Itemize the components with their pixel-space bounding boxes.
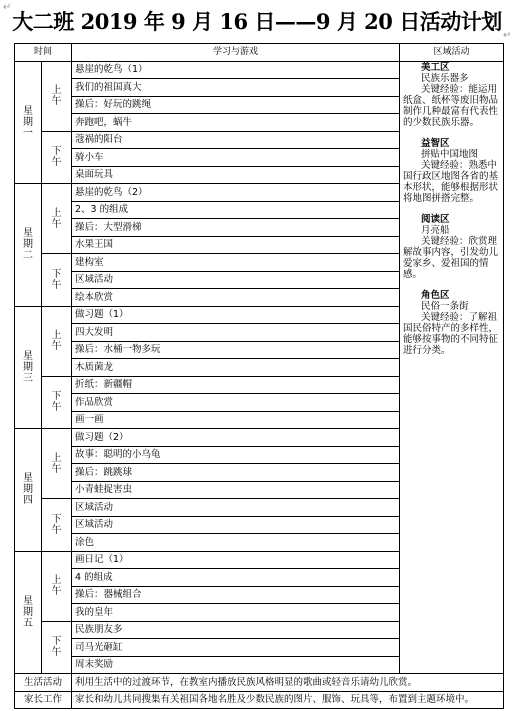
activity-cell — [72, 219, 400, 237]
part-label-text: 下 午 — [51, 146, 62, 169]
parent-work-label — [15, 691, 72, 709]
activity-text: 水果王国 — [75, 239, 114, 251]
activity-cell — [72, 79, 400, 97]
activity-cell — [72, 639, 400, 657]
life-activity-text-cell — [72, 674, 504, 692]
part-label-text: 上 午 — [51, 85, 62, 107]
activity-cell — [72, 376, 400, 394]
area-key-experience: 关键经验：能运用纸盒、纸杯等废旧物品制作几种最富有代表性的少数民族乐器。 — [403, 83, 499, 128]
day-label-text: 星 期 一 — [23, 105, 33, 139]
life-activity-label-text: 生活活动 — [24, 676, 63, 688]
activity-text: 木质菌龙 — [75, 361, 114, 373]
activity-text: 操后：水桶一物多玩 — [75, 344, 161, 356]
activity-text: 涂色 — [75, 536, 95, 548]
activity-cell — [72, 534, 400, 552]
activity-cell — [72, 411, 400, 429]
activity-cell — [72, 96, 400, 114]
activity-cell — [72, 114, 400, 132]
part-label-text: 上 午 — [51, 207, 62, 230]
activity-text: 民族朋友多 — [75, 624, 123, 636]
afternoon-label — [42, 131, 72, 184]
crop-mark-top-right: ↵ — [503, 30, 512, 41]
part-label-text: 下 午 — [51, 513, 62, 536]
parent-work-label-text: 家长工作 — [24, 694, 63, 706]
area-activity: 月亮船 — [421, 224, 450, 236]
activity-text: 骑小车 — [75, 151, 104, 163]
activity-cell — [72, 604, 400, 622]
area-key-experience: 关键经验：了解祖国民俗特产的多样性，能够按事物的不同特征进行分类。 — [403, 311, 499, 356]
header-row — [15, 44, 504, 62]
part-label-text: 上 午 — [51, 330, 62, 352]
area-activity: 民俗一条街 — [421, 300, 469, 312]
activity-text: 奔跑吧，蜗牛 — [75, 116, 133, 128]
area-key-experience: 关键经验：欣赏理解故事内容，引发幼儿爱家乡、爱祖国的情感。 — [403, 235, 499, 280]
life-activity-row — [15, 674, 504, 692]
activity-cell — [72, 236, 400, 254]
activity-cell — [72, 394, 400, 412]
parent-work-text: 家长和幼儿共同搜集有关祖国各地名胜及少数民族的图片、服饰、玩具等，布置到主题环境中。 — [75, 694, 475, 706]
activity-text: 建构室 — [75, 256, 104, 268]
part-label-text: 上 午 — [51, 452, 62, 475]
activity-plan-table — [14, 43, 504, 709]
activity-text: 画日记（1） — [75, 554, 129, 566]
activity-cell — [72, 446, 400, 464]
activity-cell — [72, 481, 400, 499]
activity-cell — [72, 306, 400, 324]
morning-label — [42, 551, 72, 621]
activity-cell — [72, 149, 400, 167]
activity-cell — [72, 569, 400, 587]
activity-text: 故事：聪明的小乌龟 — [75, 449, 161, 461]
area-name: 美工区 — [421, 61, 450, 73]
activity-text: 作品欣赏 — [75, 396, 114, 408]
part-label-text: 上 午 — [51, 575, 62, 597]
parent-work-text-cell — [72, 691, 504, 709]
activity-cell — [72, 516, 400, 534]
activity-cell — [72, 271, 400, 289]
activity-text: 操后：好玩的跳绳 — [75, 99, 152, 111]
activity-text: 操后：大型滑梯 — [75, 221, 142, 233]
part-label-text: 下 午 — [51, 636, 62, 659]
activity-text: 悬崖的乾鸟（2） — [75, 186, 148, 198]
activity-text: 区域活动 — [75, 501, 114, 513]
activity-text: 绘本欣赏 — [75, 291, 114, 303]
day-label-text: 星 期 三 — [23, 350, 33, 384]
day-label — [15, 429, 42, 552]
activity-text: 区域活动 — [75, 519, 114, 531]
activity-cell — [72, 289, 400, 307]
day-label-text: 星 期 五 — [23, 595, 33, 629]
area-block — [403, 62, 500, 128]
afternoon-label — [42, 376, 72, 429]
day-label-text: 星 期 四 — [23, 473, 33, 507]
activity-cell — [72, 131, 400, 149]
activity-cell — [72, 201, 400, 219]
activity-cell — [72, 656, 400, 674]
header-time: 时间 — [15, 44, 72, 62]
activity-text: 做习题（1） — [75, 309, 129, 321]
area-block — [403, 138, 500, 204]
activity-text: 四大发明 — [75, 326, 114, 338]
life-activity-text: 利用生活中的过渡环节，在教室内播放民族风格明显的歌曲或轻音乐请幼儿欣赏。 — [75, 676, 418, 688]
activity-cell — [72, 61, 400, 79]
area-activities-cell — [400, 61, 504, 674]
activity-cell — [72, 464, 400, 482]
afternoon-label — [42, 499, 72, 552]
day-label-text: 星 期 二 — [23, 228, 33, 262]
activity-text: 我们的祖国真大 — [75, 81, 142, 93]
activity-cell — [72, 184, 400, 202]
part-label-text: 下 午 — [51, 268, 62, 291]
area-activity: 民族乐器多 — [421, 72, 469, 84]
day-label — [15, 184, 42, 307]
crop-mark-top-left: ↵ — [3, 2, 12, 13]
area-name: 角色区 — [421, 289, 450, 301]
activity-text: 悬崖的乾鸟（1） — [75, 64, 148, 76]
activity-text: 小青蛙捉害虫 — [75, 484, 133, 496]
activity-text: 画一画 — [75, 414, 104, 426]
activity-text: 操后：器械组合 — [75, 589, 142, 601]
area-key-experience: 关键经验：熟悉中国行政区地图各省的基本形状，能够根据形状将地图拼搭完整。 — [403, 159, 499, 204]
activity-text: 周末奖励 — [75, 659, 114, 671]
activity-text: 区域活动 — [75, 274, 114, 286]
morning-label — [42, 61, 72, 131]
area-name: 阅读区 — [421, 213, 450, 225]
life-activity-label — [15, 674, 72, 692]
activity-cell — [72, 551, 400, 569]
activity-cell — [72, 621, 400, 639]
part-label-text: 下 午 — [51, 391, 62, 414]
morning-label — [42, 429, 72, 499]
activity-cell — [72, 499, 400, 517]
activity-text: 折纸：新疆帽 — [75, 379, 133, 391]
activity-cell — [72, 359, 400, 377]
activity-text: 做习题（2） — [75, 431, 129, 443]
afternoon-label — [42, 254, 72, 307]
area-block — [403, 214, 500, 280]
afternoon-label — [42, 621, 72, 674]
day-label — [15, 551, 42, 674]
activity-cell — [72, 254, 400, 272]
activity-cell — [72, 324, 400, 342]
area-name: 益智区 — [421, 137, 450, 149]
parent-work-row — [15, 691, 504, 709]
activity-text: 2、3 的组成 — [75, 204, 129, 216]
activity-text: 我的皇年 — [75, 606, 114, 618]
morning-label — [42, 184, 72, 254]
area-block — [403, 290, 500, 356]
header-area: 区域活动 — [400, 44, 504, 62]
morning-label — [42, 306, 72, 376]
page-title: 大二班 2019 年 9 月 16 日——9 月 20 日活动计划 — [12, 9, 502, 34]
activity-text: 4 的组成 — [75, 571, 113, 583]
activity-cell — [72, 341, 400, 359]
activity-text: 操后：跳跳球 — [75, 466, 133, 478]
activity-cell — [72, 586, 400, 604]
activity-cell — [72, 429, 400, 447]
activity-text: 桌面玩具 — [75, 169, 114, 181]
table-row — [15, 61, 504, 79]
activity-text: 蔻祸的阳台 — [75, 134, 123, 146]
activity-text: 司马光砸缸 — [75, 641, 123, 653]
area-activity: 拼贴中国地图 — [421, 148, 479, 160]
day-label — [15, 61, 42, 184]
header-learning: 学习与游戏 — [72, 44, 400, 62]
activity-cell — [72, 166, 400, 184]
day-label — [15, 306, 42, 429]
